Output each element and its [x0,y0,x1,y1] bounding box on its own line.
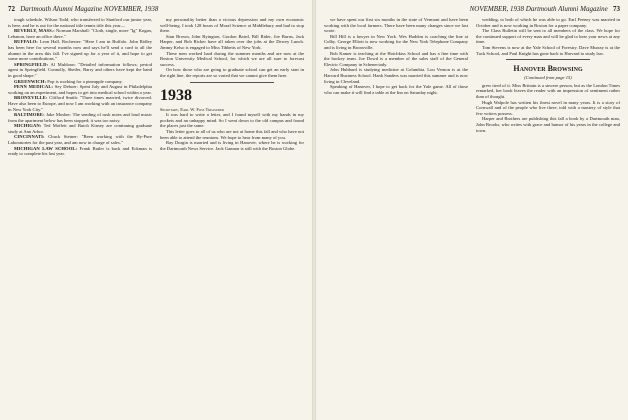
paragraph-label: BUFFALO: [14,39,38,45]
paragraph-text: Pop is working for a pineapple company. [47,78,123,84]
paragraph [324,34,468,51]
paragraph [476,17,620,28]
paragraph [324,51,468,68]
right-column-b [476,17,620,416]
column-rule [190,82,274,83]
paragraph [8,39,152,61]
paragraph [8,146,152,157]
paragraph [8,17,152,28]
paragraph [476,83,620,100]
paragraph [8,134,152,145]
paragraph [160,34,304,51]
paragraph [324,17,468,34]
paragraph [160,17,304,34]
paragraph-text: Bob Kamer is teaching at the Hotchkiss School and has a fine time with the hockey team. Joe Dowd is a member of the sales staff of the General Electric Company in Schenectady. [324,50,468,67]
paragraph-text: Ted Moffett and Butch Kinsey are continuing graduate study at Ann Arbor. [8,123,152,134]
paragraph [8,95,152,112]
paragraph [8,84,152,95]
paragraph-text: grew tired of it. Miss Brittain is a sincere person, but as the London Times remarked, her book leaves the reader with an impression of sentiment rather than of thought. [476,82,620,99]
left-page [0,0,312,420]
paragraph-text: Ray Durgin is married and is living in Hanover, where he is working for the Dartmouth News Service. Jack Gannon is still with the Boston Globe. [160,140,304,151]
paragraph-text: Sey Deboer: Spent July and August in Philadelphia working on an experiment, and hopes to get into medical school within a year. [8,84,152,95]
paragraph [8,123,152,134]
paragraph-text: tough schedule. Wilson Todd, who transferred to Stanford our junior year, is here, and he is out for the national title tennis title this year— [8,17,152,28]
paragraph-text: Harper and Brothers are publishing this fall a book by a Dartmouth man, John Brooks, who writes with grace and humor of his years in the college and town. [476,116,620,133]
paragraph [8,112,152,123]
section-title: Hanover Browsing [513,64,583,74]
paragraph [476,45,620,56]
paragraph [324,67,468,84]
paragraph-text: Tom Stevens is now at the Yale School of Forestry. Dave Murray is at the Tuck School, and Paul Knight has gone back to Harvard to study law. [476,44,620,56]
section-continued-note: (Continued from page 15) [524,75,572,81]
paragraph-label: BALTIMORE: [14,112,45,118]
paragraph [8,28,152,39]
paragraph-text: Jake Mosher: The sending of rush notes and loud music from the apartment below has been stopped; it was too noisy. [8,112,152,123]
paragraph-text: Al Muldoon: "Detailed information follows; period agent in Springfield. Connolly, Shetler, Barry and others have kept the band in good shape." [8,61,152,78]
right-page-number: 73 [613,5,620,13]
left-column-a [8,17,152,416]
paragraph-label: BRONXVILLE: [14,95,48,101]
paragraph-text: Norman Marshall: "Cloth, single, more "Ig" Kogan, Lebanon, have an office there." [8,28,152,39]
paragraph-label: PENN MEDICAL: [14,84,54,90]
paragraph-text: Chuck Steiner: "Been working with the Hy-Pure Laboratories for the past year, and am now in charge of sales." [8,134,152,146]
left-column-b [160,17,304,416]
paragraph [8,62,152,79]
paragraph-text: It was hard to write a letter, and I found myself with my hands in my pockets and an unhappy mind. So I went down to the old campus and found the places just the same. [160,112,304,129]
paragraph-text: Leon Hall, Rochester: "Here I am in Buffalo. John Ridley has been here for several months now and says he'll send a card to all the alumni in the area this fall. I've signed up for a year of it, and hope to get some more contributions." [8,39,152,62]
paragraph-label: BEVERLY, MASS.: [14,28,55,34]
paragraph [160,140,304,151]
paragraph-text: we have spent our first six months in the state of Vermont and have been working with the local farmers. There have been many changes since we last wrote. [324,17,468,34]
right-head-title: NOVEMBER, 1938 Dartmouth Alumni Magazine [469,5,608,13]
paragraph-label: MICHIGAN: [14,123,42,129]
paragraph [324,84,468,95]
paragraph-label: SPRINGFIELD: [14,61,49,67]
left-columns [8,17,304,416]
paragraph-label: CINCINNATI: [14,134,45,140]
right-columns [324,17,620,416]
paragraph-label: MICHIGAN LAW SCHOOL: [14,145,78,151]
left-head-title: Dartmouth Alumni Magazine NOVEMBER, 1938 [20,5,159,13]
paragraph-label: GREENWICH: [14,78,47,84]
paragraph-text: Speaking of Hanover, I hope to get back for the Yale game. All of those who can make it will find a table at the Inn on Saturday night. [324,84,468,95]
column-rule [506,59,590,60]
paragraph-text: wedding, to both of which he was able to go. Earl Feeney was married in October and is now working in Boston for a paper company. [476,17,620,28]
paragraph [160,51,304,68]
paragraph [476,28,620,45]
paragraph-text: Stan Brown, John Byington, Gordon Baird, Bill Rider, Joe Burns, Jack Harper, and Bob Ricker have all taken over the jobs at the Dewey Lunch. Jimmy Kelso is engaged to Miss Tibbetts of New York. [160,33,304,50]
paragraph-text: Clifford Smith: "Three times married, twice divorced. Have also been to Europe, and now I am working with an insurance company in New York City." [8,95,152,112]
paragraph-text: Frank Butler is back and Eckman is ready to complete his last year. [8,145,152,157]
right-running-head [324,4,620,14]
class-year-heading: 1938 [160,86,192,104]
paragraph-text: Hugh Walpole has written his finest novel in many years. It is a story of Cornwall and of the people who live there, told with a mastery of style that few writers possess. [476,99,620,116]
left-page-number: 72 [8,5,15,13]
class-secretary-line: Secretary, Earl W. Foss Treasurer [160,106,224,112]
left-running-head [8,4,304,14]
right-column-a [324,17,468,416]
paragraph [160,67,304,78]
paragraph-text: On how those who are going to graduate school can get an early start in the right line, the reports are so varied that we cannot give them here. [160,67,304,78]
paragraph [160,129,304,140]
paragraph-text: These men worked hard during the summer months and are now at the Boston University Medical School, for which we are all sure to forecast success. [160,50,304,67]
paragraph [160,112,304,129]
paragraph [476,100,620,117]
paragraph [476,116,620,133]
paragraph-text: This letter goes to all of us who are not at home this fall and who have not been able to attend the reunions. We hope to hear from many of you. [160,128,304,140]
paragraph-text: John Hubbard is studying medicine at Columbia. Lou Vernon is at the Harvard Business School. Hank Sanders was married this summer and is now living in Cleveland. [324,67,468,84]
right-page [316,0,628,420]
paragraph-text: Bill Hill is a lawyer in New York. Wes Haddon is coaching the line at Colby. George Elliott is now working for the New York Telephone Company and is living in Bronxville. [324,33,468,50]
paragraph-text: my personality better than a vicious depression and my own economic well-being. I took 128 hours of Moral Science at Middlebury and had to stop there. [160,17,304,34]
paragraph-text: The Class Bulletin will be sent to all members of the class. We hope for the continued support of every man and will be glad to hear your news at any time. [476,28,620,45]
